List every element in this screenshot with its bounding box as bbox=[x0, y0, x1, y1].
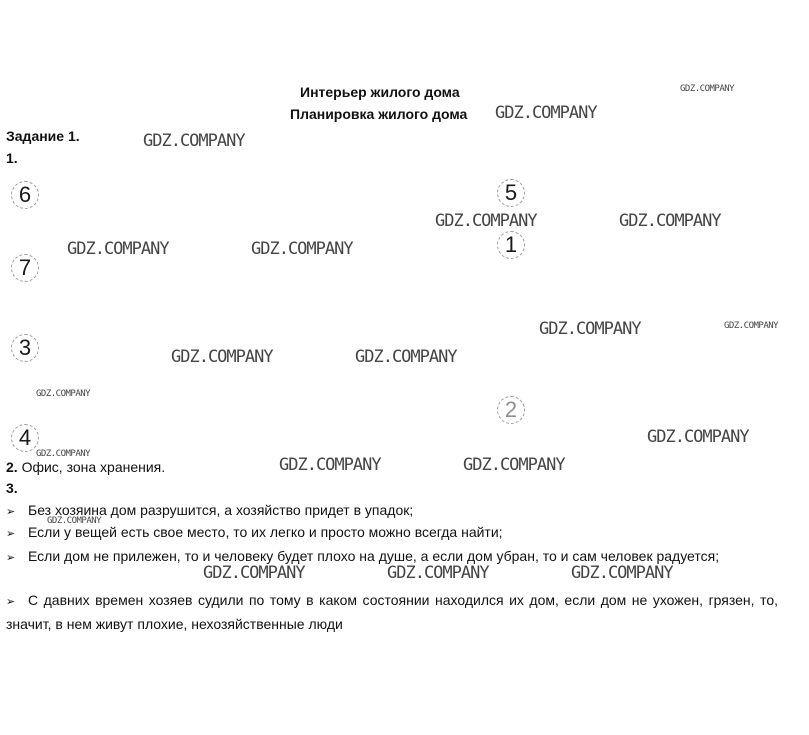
watermark: GDZ.COMPANY bbox=[203, 563, 305, 583]
watermark: GDZ.COMPANY bbox=[47, 516, 102, 526]
watermark: GDZ.COMPANY bbox=[647, 427, 749, 447]
plan-number-1: 1 bbox=[497, 231, 525, 259]
watermark: GDZ.COMPANY bbox=[36, 389, 91, 399]
plan-number-2: 2 bbox=[497, 396, 525, 424]
watermark: GDZ.COMPANY bbox=[724, 321, 779, 331]
watermark: GDZ.COMPANY bbox=[387, 563, 489, 583]
list-item bbox=[6, 589, 778, 635]
page-subtitle: Планировка жилого дома bbox=[290, 106, 468, 122]
watermark: GDZ.COMPANY bbox=[435, 211, 537, 231]
task-item-2-text: Офис, зона хранения. bbox=[21, 459, 166, 475]
bullet-text: Если дом не прилежен, то и человеку будет плохо на душе, а если дом убран, то и сам человек радуется; bbox=[28, 548, 720, 564]
arrow-bullet-icon: ➢ bbox=[6, 506, 16, 518]
plan-number-5: 5 bbox=[497, 179, 525, 207]
plan-number-6: 6 bbox=[11, 181, 39, 209]
plan-number-4: 4 bbox=[11, 424, 39, 452]
task-item-3-label: 3. bbox=[6, 480, 18, 496]
plan-number-7: 7 bbox=[11, 254, 39, 282]
bullet-text: Без хозяина дом разрушится, а хозяйство придет в упадок; bbox=[28, 502, 414, 518]
task-item-1-label: 1. bbox=[6, 150, 18, 166]
watermark: GDZ.COMPANY bbox=[495, 103, 597, 123]
watermark: GDZ.COMPANY bbox=[463, 455, 565, 475]
task-heading: Задание 1. bbox=[6, 128, 80, 144]
watermark: GDZ.COMPANY bbox=[680, 84, 735, 94]
list-item bbox=[6, 521, 778, 545]
watermark: GDZ.COMPANY bbox=[279, 455, 381, 475]
watermark: GDZ.COMPANY bbox=[539, 319, 641, 339]
watermark: GDZ.COMPANY bbox=[251, 239, 353, 259]
arrow-bullet-icon: ➢ bbox=[6, 528, 16, 540]
watermark: GDZ.COMPANY bbox=[67, 239, 169, 259]
task-item-2-label: 2. bbox=[6, 459, 18, 475]
watermark: GDZ.COMPANY bbox=[36, 449, 91, 459]
plan-number-3: 3 bbox=[11, 334, 39, 362]
bullet-text: Если у вещей есть свое место, то их легко и просто можно всегда найти; bbox=[28, 524, 503, 540]
watermark: GDZ.COMPANY bbox=[619, 211, 721, 231]
watermark: GDZ.COMPANY bbox=[571, 563, 673, 583]
bullet-text: С давних времен хозяев судили по тому в каком состоянии находился их дом, если дом не ухожен, грязен, то, значит, в нем живут плохие, нехозяйственные люди bbox=[6, 592, 778, 632]
watermark: GDZ.COMPANY bbox=[171, 347, 273, 367]
watermark: GDZ.COMPANY bbox=[143, 131, 245, 151]
page-title: Интерьер жилого дома bbox=[300, 84, 460, 100]
arrow-bullet-icon: ➢ bbox=[6, 552, 16, 564]
watermark: GDZ.COMPANY bbox=[355, 347, 457, 367]
arrow-bullet-icon: ➢ bbox=[6, 596, 16, 608]
list-item bbox=[6, 499, 778, 523]
task-item-2 bbox=[6, 456, 165, 478]
